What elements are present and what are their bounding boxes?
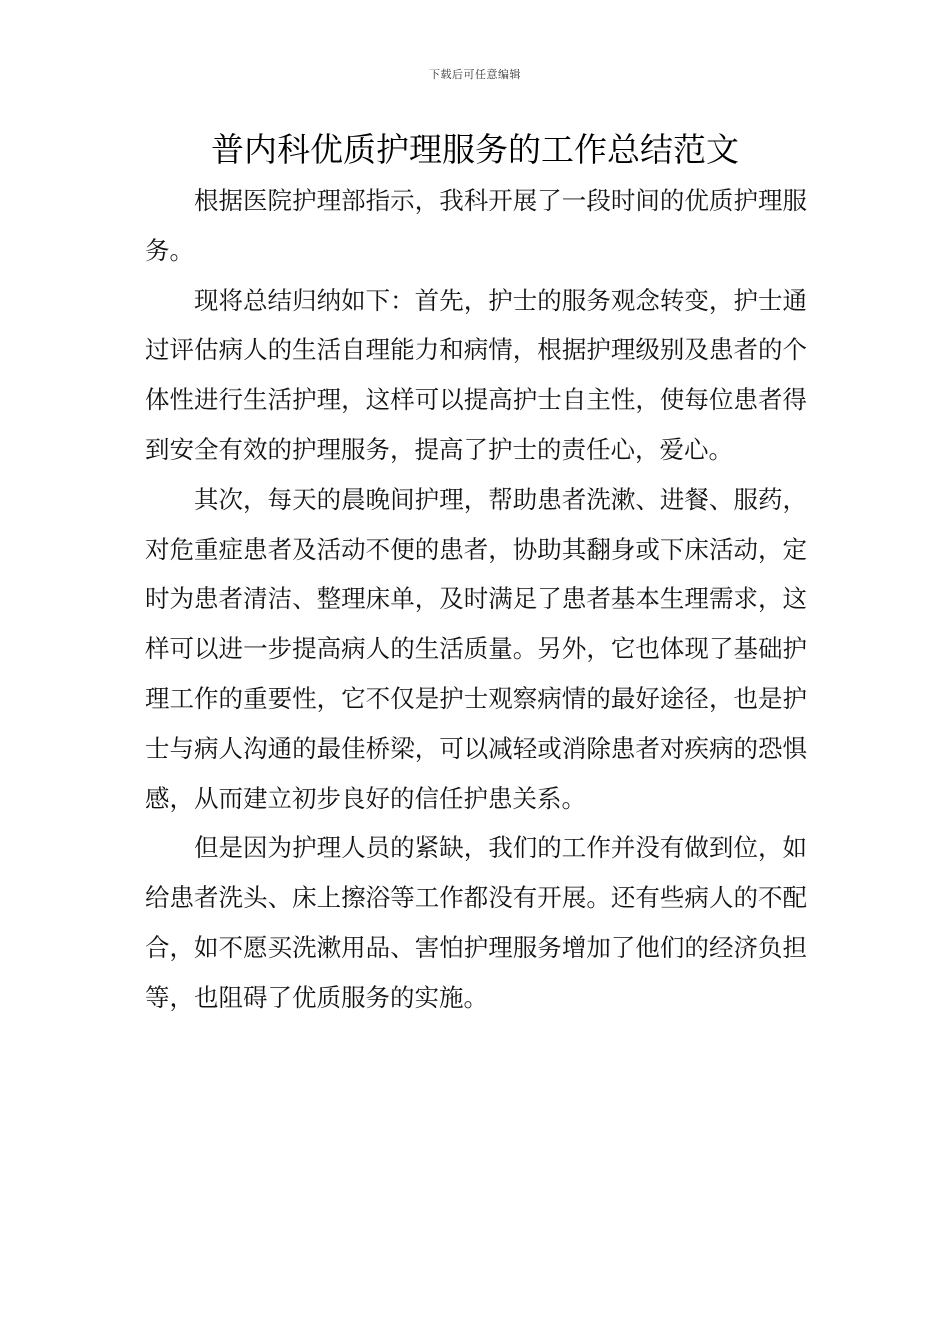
paragraph-3: 其次，每天的晨晚间护理，帮助患者洗漱、进餐、服药，对危重症患者及活动不便的患者，协助其翻身或下床活动，定时为患者清洁、整理床单，及时满足了患者基本生理需求，这样可以进一步提高病人的生活质量。另外，它也体现了基础护理工作的重要性，它不仅是护士观察病情的最好途径，也是护士与病人沟通的最佳桥梁，可以减轻或消除患者对疾病的恐惧感，从而建立初步良好的信任护患关系。	[145, 484, 807, 813]
document-body	[145, 176, 807, 1023]
paragraph-4: 但是因为护理人员的紧缺，我们的工作并没有做到位，如给患者洗头、床上擦浴等工作都没有开展。还有些病人的不配合，如不愿买洗漱用品、害怕护理服务增加了他们的经济负担等，也阻碍了优质服务的实施。	[145, 833, 807, 1012]
paragraph-1: 根据医院护理部指示，我科开展了一段时间的优质护理服务。	[145, 186, 807, 265]
document-title: 普内科优质护理服务的工作总结范文	[211, 130, 739, 169]
paragraph-2: 现将总结归纳如下：首先，护士的服务观念转变，护士通过评估病人的生活自理能力和病情，根据护理级别及患者的个体性进行生活护理，这样可以提高护士自主性，使每位患者得到安全有效的护理服务，提高了护士的责任心，爱心。	[145, 285, 807, 464]
header-note: 下载后可任意编辑	[429, 68, 521, 81]
